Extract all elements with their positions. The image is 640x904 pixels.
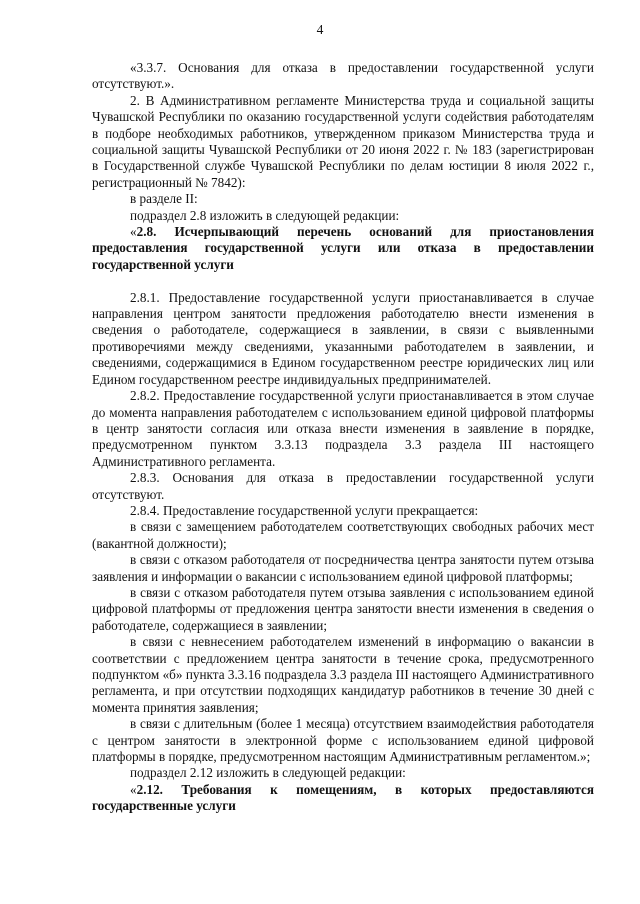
paragraph-2-8-1: 2.8.1. Предоставление государственной услуги приостанавливается в случае направления центром занятости предложения работодателю внести изменения в сведения о работодателе, содержащиеся в заявлении, в связи с выявленными противоречиями между сведениями, указанными работодателем в заявлении, и сведениями, содержащимися в Едином государственном реестре юридических лиц или Едином государственном реестре индивидуальных предпринимателей. — [92, 289, 594, 387]
document-body — [92, 60, 594, 815]
paragraph-subsection-2-12-intro: подраздел 2.12 изложить в следующей редакции: — [130, 765, 406, 781]
list-item-vacancy-filled: в связи с замещением работодателем соответствующих свободных рабочих мест (вакантной должности); — [92, 519, 594, 551]
page-number: 4 — [316, 22, 324, 37]
paragraph-2-8-4: 2.8.4. Предоставление государственной услуги прекращается: — [130, 502, 479, 518]
blank-line — [92, 273, 594, 289]
paragraph-amendment-2: 2. В Административном регламенте Министерства труда и социальной защиты Чувашской Республики по оказанию государственной услуги содействия работодателям в подборе необходимых работников, утвержденном приказом Министерства труда и социальной защиты Чувашской Республики от 20 июня 2022 г. № 183 (зарегистрирован в Государственной службе Чувашской Республики по делам юстиции 8 июля 2022 г., регистрационный № 7842): — [92, 92, 594, 190]
paragraph-3-3-7: «3.3.7. Основания для отказа в предоставлении государственной услуги отсутствуют.». — [92, 60, 594, 92]
heading-2-12-title: 2.12. Требования к помещениям, в которых предоставляются государственные услуги — [92, 781, 594, 814]
heading-2-12-quote: « — [130, 781, 137, 797]
paragraph-section-ii: в разделе II: — [130, 191, 198, 207]
paragraph-2-8-3: 2.8.3. Основания для отказа в предоставлении государственной услуги отсутствуют. — [92, 470, 594, 502]
list-item-no-changes: в связи с невнесением работодателем изменений в информацию о вакансии в соответствии с предложением центра занятости в течение срока, предусмотренного подпунктом «б» пункта 3.3.16 подраздела 3.3 раздела III настоящего Административного регламента, и при отсутствии подходящих кандидатур работников в течение 30 дней с момента принятия заявления; — [92, 634, 594, 715]
heading-2-12 — [92, 782, 594, 815]
list-item-refusal-changes: в связи с отказом работодателя путем отзыва заявления с использованием единой цифровой платформы от предложения центра занятости внести изменения в сведения о работодателе, содержащиеся в заявлении; — [92, 584, 594, 633]
paragraph-2-8-2: 2.8.2. Предоставление государственной услуги приостанавливается в этом случае до момента направления работодателем с использованием единой цифровой платформы в центр занятости согласия или отказа внести изменения в заявление в порядке, предусмотренном пунктом 3.3.13 подраздела 3.3 раздела III настоящего Административного регламента. — [92, 388, 594, 469]
heading-2-8-title: 2.8. Исчерпывающий перечень оснований для приостановления предоставления государственной услуги или отказа в предоставлении государственной услуги — [92, 224, 594, 272]
list-item-no-interaction: в связи с длительным (более 1 месяца) отсутствием взаимодействия работодателя с центром занятости в электронной форме с использованием единой цифровой платформы в порядке, предусмотренном настоящим Административным регламентом.»; — [92, 716, 594, 765]
paragraph-subsection-2-8-intro: подраздел 2.8 изложить в следующей редакции: — [130, 207, 400, 223]
heading-2-8-quote: « — [130, 224, 137, 240]
list-item-employer-refusal: в связи с отказом работодателя от посредничества центра занятости путем отзыва заявления и информации о вакансии с использованием единой цифровой платформы; — [92, 552, 594, 584]
heading-2-8 — [92, 224, 594, 273]
